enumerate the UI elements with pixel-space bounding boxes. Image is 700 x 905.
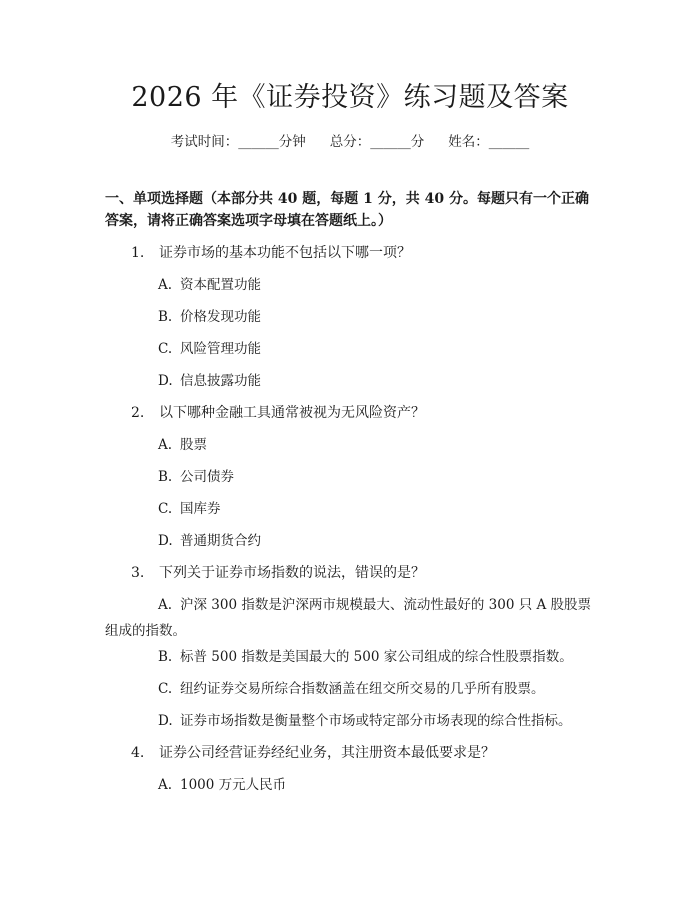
option-letter: A. (158, 437, 173, 453)
option-text: 风险管理功能 (180, 341, 261, 357)
question-text: 以下哪种金融工具通常被视为无风险资产？ (159, 405, 425, 421)
exam-meta (0, 132, 700, 152)
option-item (158, 307, 261, 327)
option-text: 纽约证券交易所综合指数涵盖在纽交所交易的几乎所有股票。 (180, 681, 545, 697)
question-number: 3. (131, 565, 145, 581)
option-item (158, 339, 261, 359)
option-letter: C. (158, 501, 173, 517)
option-text: 沪深 300 指数是沪深两市规模最大、流动性最好的 300 只 A 股股票组成的指数。 (105, 597, 592, 639)
question-text: 证券市场的基本功能不包括以下哪一项？ (159, 245, 411, 261)
option-item (158, 711, 572, 731)
option-letter: A. (158, 277, 173, 293)
option-letter: D. (158, 373, 173, 389)
option-text: 公司债券 (180, 469, 234, 485)
page-title: 2026 年《证券投资》练习题及答案 (131, 82, 569, 113)
option-text: 1000 万元人民币 (180, 777, 287, 793)
option-text: 普通期货合约 (180, 533, 261, 549)
exam-time-field: 考试时间：______分钟 (170, 134, 306, 150)
question-1 (131, 243, 411, 263)
option-letter: D. (158, 533, 173, 549)
option-item (105, 592, 597, 644)
option-item (158, 435, 207, 455)
option-text: 资本配置功能 (180, 277, 261, 293)
option-item (158, 531, 261, 551)
option-letter: D. (158, 713, 173, 729)
student-name-field: 姓名：______ (448, 134, 530, 150)
option-item (158, 775, 286, 795)
option-text: 证券市场指数是衡量整个市场或特定部分市场表现的综合性指标。 (180, 713, 572, 729)
question-text: 证券公司经营证券经纪业务，其注册资本最低要求是？ (159, 745, 495, 761)
option-item (158, 275, 261, 295)
option-text: 标普 500 指数是美国最大的 500 家公司组成的综合性股票指数。 (180, 649, 573, 665)
question-number: 2. (131, 405, 145, 421)
question-text: 下列关于证券市场指数的说法，错误的是？ (159, 565, 425, 581)
section-heading: 一、单项选择题（本部分共 40 题，每题 1 分，共 40 分。每题只有一个正确答案，请将正确答案选项字母填在答题纸上。） (105, 191, 589, 229)
option-item (158, 371, 261, 391)
question-number: 4. (131, 745, 145, 761)
option-text: 国库券 (180, 501, 221, 517)
option-item (158, 679, 545, 699)
total-score-field: 总分：______分 (329, 134, 425, 150)
option-text: 股票 (180, 437, 207, 453)
option-item (158, 499, 221, 519)
option-item (158, 467, 234, 487)
question-number: 1. (131, 245, 145, 261)
option-letter: C. (158, 341, 173, 357)
option-letter: A. (158, 777, 173, 793)
option-text: 信息披露功能 (180, 373, 261, 389)
option-text: 价格发现功能 (180, 309, 261, 325)
question-3 (131, 563, 425, 583)
option-letter: C. (158, 681, 173, 697)
option-letter: B. (158, 469, 173, 485)
option-letter: A. (158, 597, 173, 613)
question-4 (131, 743, 495, 763)
option-item (158, 647, 573, 667)
option-letter: B. (158, 649, 173, 665)
option-letter: B. (158, 309, 173, 325)
question-2 (131, 403, 425, 423)
